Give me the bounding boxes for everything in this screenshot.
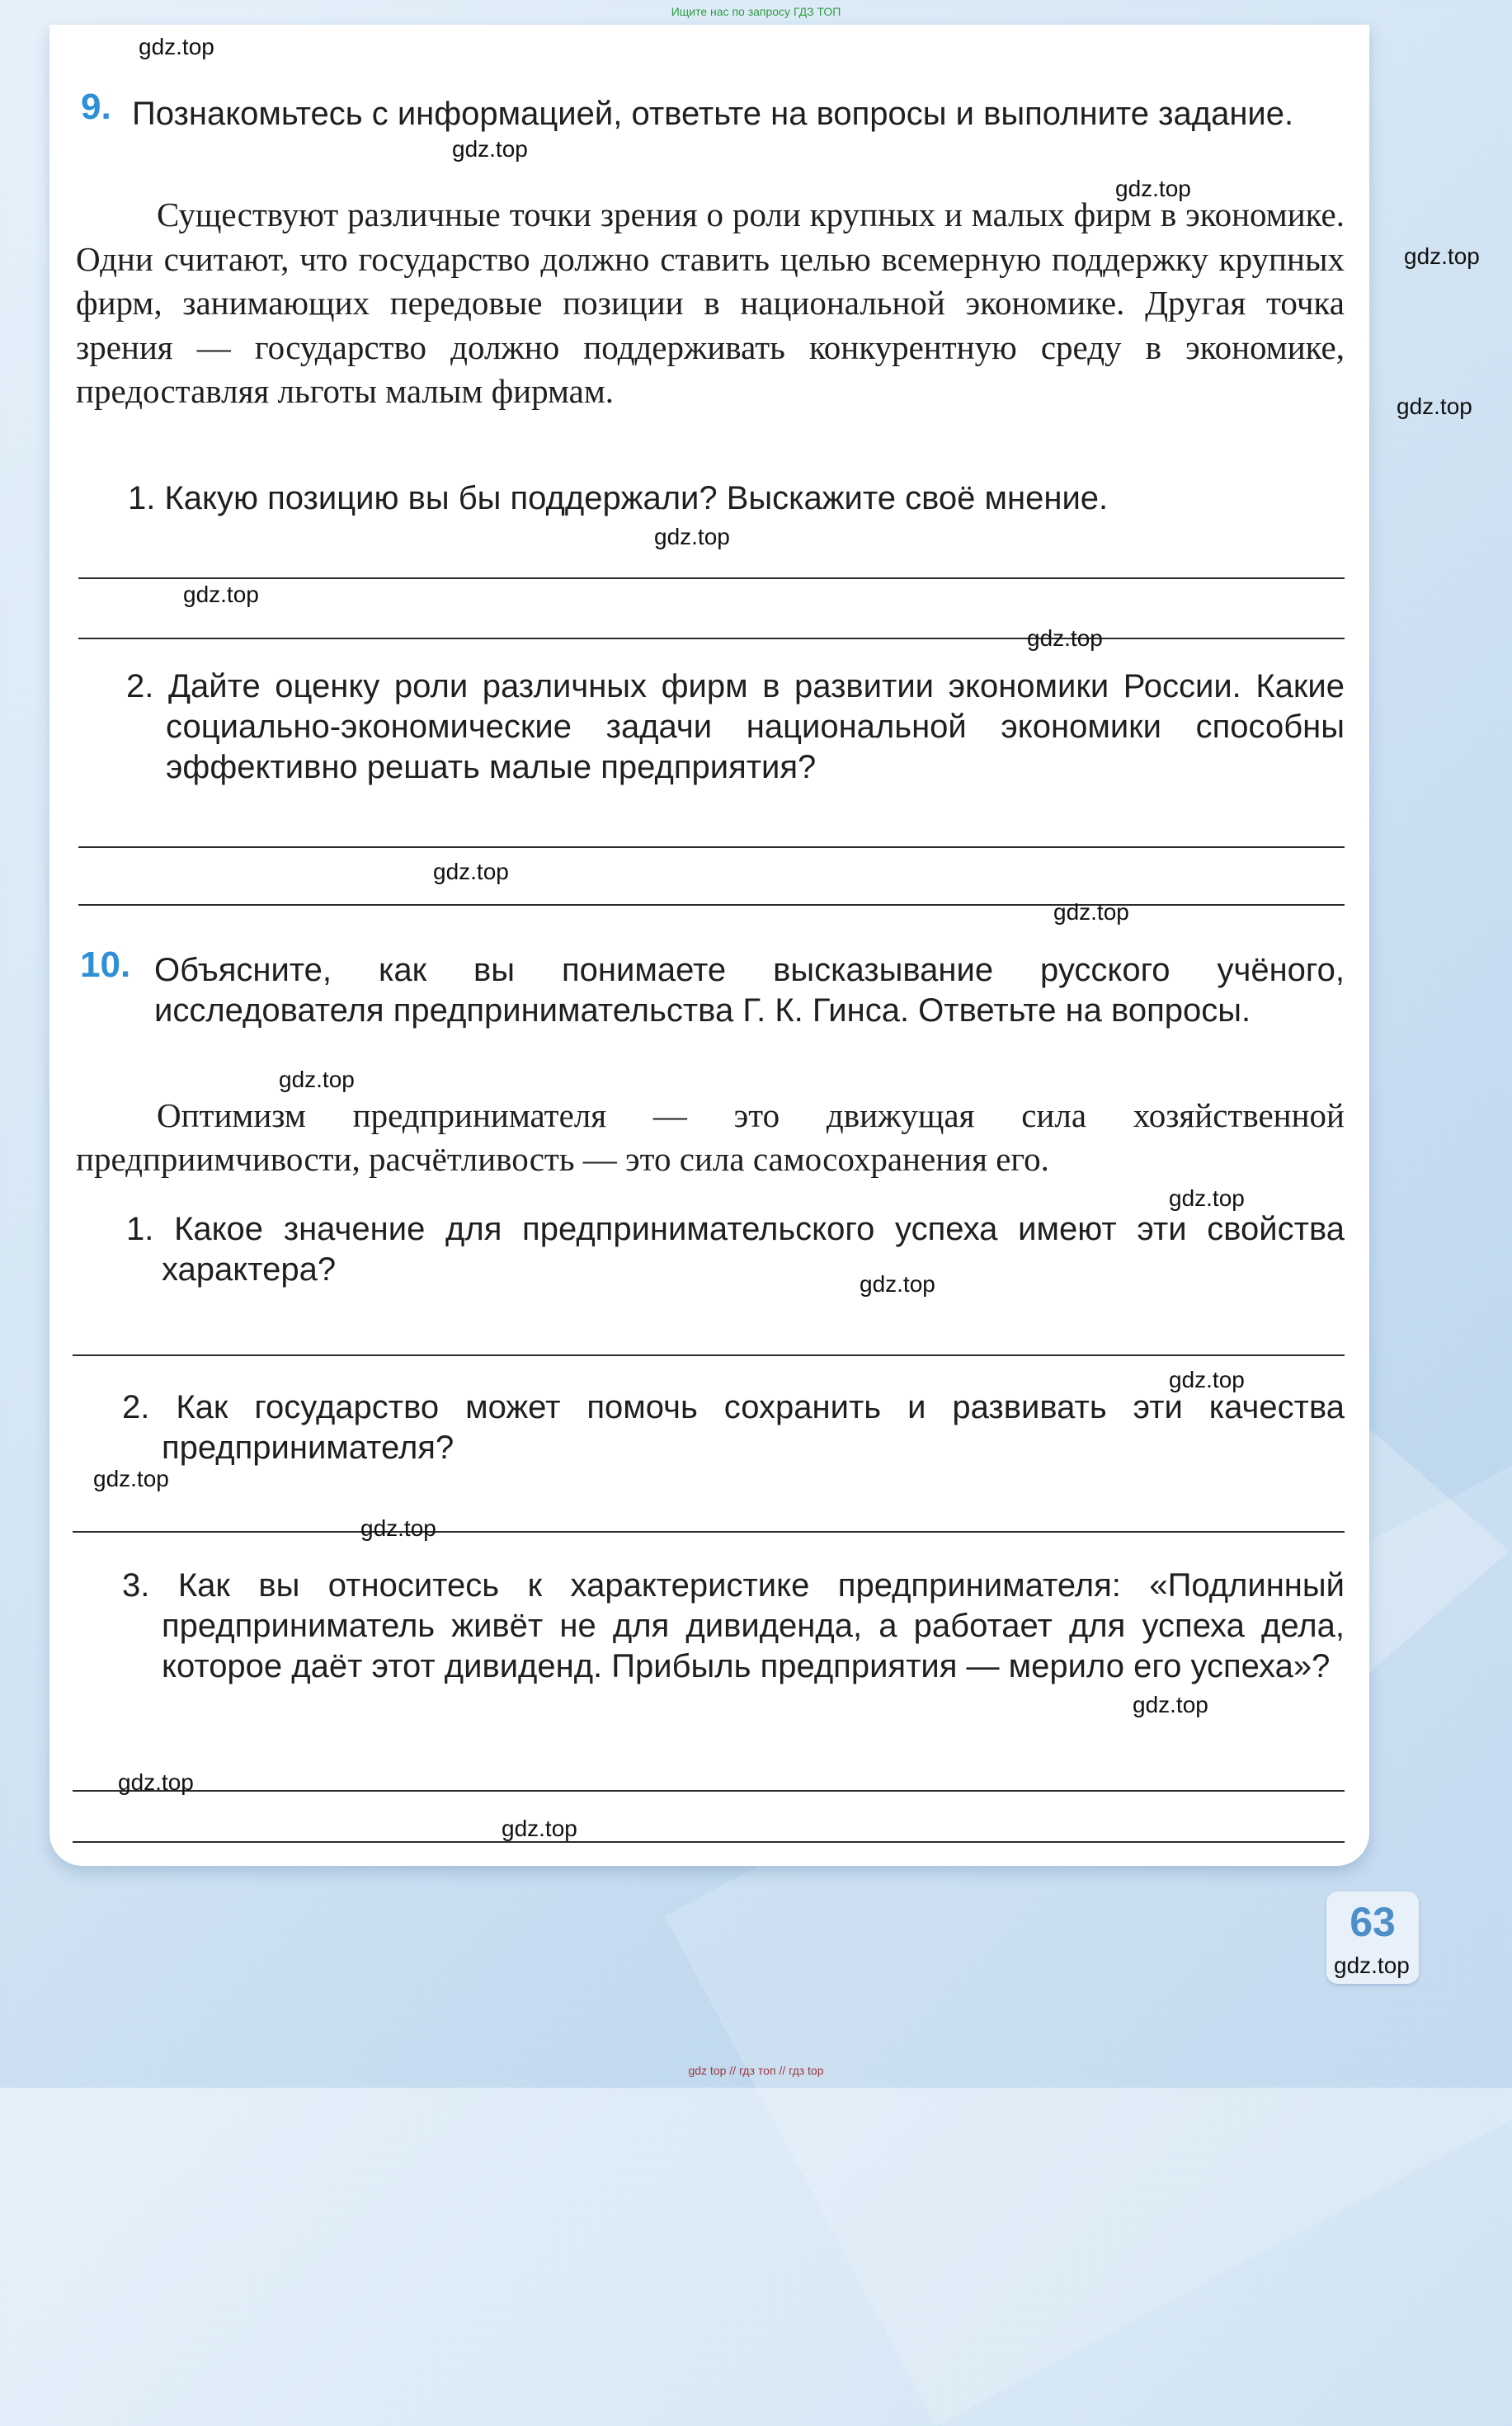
- watermark: gdz.top: [118, 1769, 194, 1795]
- question-number: 3.: [122, 1567, 150, 1604]
- watermark: gdz.top: [139, 34, 214, 59]
- watermark: gdz.top: [1404, 243, 1480, 269]
- watermark: gdz.top: [502, 1816, 577, 1841]
- watermark: gdz.top: [860, 1271, 935, 1297]
- watermark: gdz.top: [1027, 625, 1103, 651]
- question-text: Какую позицию вы бы поддержали? Выскажите своё мнение.: [164, 480, 1109, 516]
- answer-line[interactable]: [73, 1790, 1345, 1792]
- question-number: 1.: [128, 480, 156, 516]
- header-banner: Ищите нас по запросу ГДЗ ТОП: [671, 5, 841, 18]
- answer-line[interactable]: [73, 1531, 1345, 1533]
- watermark: gdz.top: [654, 524, 730, 549]
- answer-line[interactable]: [78, 577, 1345, 579]
- task-10-question-1: [126, 1209, 1345, 1290]
- question-text: Как вы относитесь к характеристике предпринимателя: «Подлинный предприниматель живёт не для дивиденда, а работает для успеха дела, которое даёт этот дивиденд. Прибыль предприятия — мерило его успеха»?: [162, 1567, 1345, 1684]
- watermark: gdz.top: [1053, 899, 1129, 925]
- question-text: Дайте оценку роли различных фирм в развитии экономики России. Какие социально-экономические задачи национальной экономики способны эффективно решать малые предприятия?: [166, 668, 1345, 785]
- question-text: Как государство может помочь сохранить и развивать эти качества предпринимателя?: [162, 1389, 1345, 1466]
- watermark: gdz.top: [183, 582, 259, 607]
- task-9-question-1: [128, 478, 1345, 519]
- question-number: 2.: [122, 1389, 150, 1425]
- task-10-number: 10.: [80, 944, 131, 985]
- answer-line[interactable]: [73, 1841, 1345, 1843]
- task-9-number: 9.: [81, 87, 111, 127]
- answer-line[interactable]: [78, 846, 1345, 848]
- answer-line[interactable]: [78, 638, 1345, 639]
- task-9-text: Существуют различные точки зрения о роли крупных и малых фирм в экономике. Одни считают, что государство должно ставить целью всемерную поддержку крупных фирм, занимающих передовые позиции в национальной экономике. Другая точка зрения — государство должно поддерживать конкурентную среду в экономике, предоставляя льготы малым фирмам.: [76, 195, 1345, 410]
- watermark: gdz.top: [1334, 1953, 1410, 1978]
- task-10-quote: Оптимизм предпринимателя — это движущая сила хозяйственной предприимчивости, расчётливость — это сила самосохранения его.: [76, 1096, 1345, 1178]
- task-10-instruction: Объясните, как вы понимаете высказывание русского учёного, исследователя предпринимательства Г. К. Гинса. Ответьте на вопросы.: [154, 952, 1345, 1029]
- task-10-question-2: [122, 1387, 1345, 1468]
- question-number: 2.: [126, 668, 154, 704]
- task-9-question-2: [126, 667, 1345, 788]
- answer-line[interactable]: [78, 904, 1345, 906]
- watermark: gdz.top: [1133, 1692, 1208, 1717]
- watermark: gdz.top: [279, 1067, 355, 1092]
- question-number: 1.: [126, 1211, 154, 1247]
- page-number: 63: [1349, 1899, 1396, 1945]
- watermark: gdz.top: [1397, 393, 1472, 419]
- watermark: gdz.top: [433, 859, 509, 884]
- watermark: gdz.top: [1169, 1367, 1245, 1392]
- question-text: Какое значение для предпринимательского успеха имеют эти свойства характера?: [162, 1211, 1345, 1288]
- task-10-question-3: [122, 1566, 1345, 1687]
- footer-banner: gdz top // гдз топ // гдз top: [688, 2064, 824, 2077]
- watermark: gdz.top: [1115, 176, 1191, 201]
- watermark: gdz.top: [93, 1466, 169, 1491]
- watermark: gdz.top: [452, 136, 528, 162]
- task-9-instruction: Познакомьтесь с информацией, ответьте на вопросы и выполните задание.: [132, 96, 1294, 132]
- watermark: gdz.top: [360, 1515, 436, 1541]
- answer-line[interactable]: [73, 1354, 1345, 1356]
- watermark: gdz.top: [1169, 1185, 1245, 1211]
